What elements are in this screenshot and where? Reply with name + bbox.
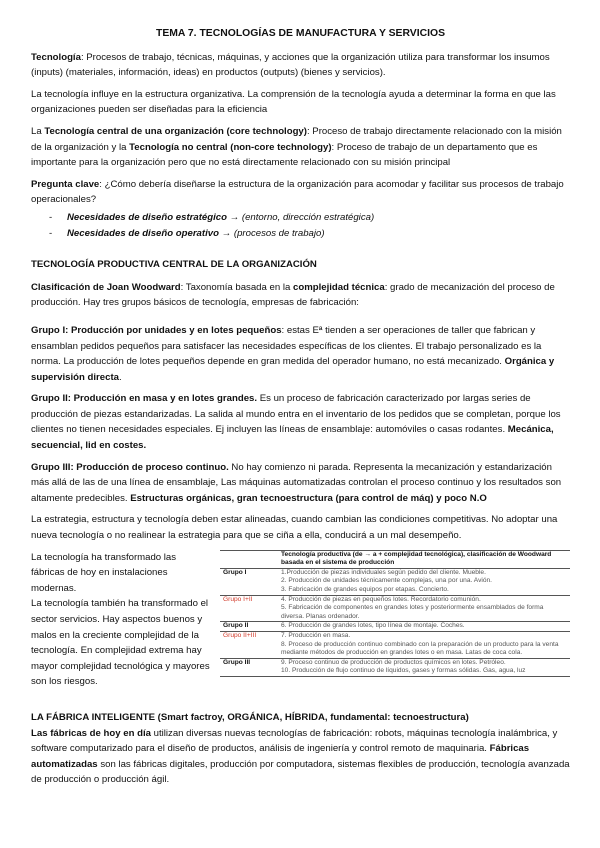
core-text-1: : Proceso de trabajo directamente relacionado con la misión de la organización y la: [31, 125, 562, 153]
technology-split-section: [31, 550, 570, 690]
group-3-paragraph: [31, 460, 570, 507]
group-2-text: Es un proceso de fabricación caracterizado por largas series de producción de piezas estandarizadas. La salida al mundo entra en el inventario de los pedidos que se completan, porque los clientes no tienen necesidades especiales. Ej incluyen las líneas de ensamblaje: automóviles o casas rodantes.: [31, 393, 561, 436]
table-item: 2. Producción de unidades técnicamente complejas, una por una. Avión.: [281, 577, 493, 585]
woodward-bold-1: Clasificación de Joan Woodward: [31, 281, 181, 293]
smart-factory-heading: [31, 710, 570, 726]
woodward-paragraph: [31, 280, 570, 311]
list-item: [49, 226, 570, 242]
table-item: 3. Fabricación de grandes equipos por etapas. Concierto.: [281, 586, 449, 593]
table-row: [220, 595, 570, 622]
group-cell: Grupo III: [220, 658, 278, 676]
group-3-bold: Estructuras orgánicas, gran tecnoestructura (para control de máq) y poco N.O: [130, 492, 487, 504]
group-1-title: Grupo I: Producción por unidades y en lotes pequeños: [31, 324, 282, 336]
smart-factory-text-1: utilizan diversas nuevas tecnologías de fabricación: robots, máquinas tecnología inalámbrica, y software computarizado para el diseño de productos, análisis de ingeniería y control remoto de maquinaria.: [31, 727, 558, 755]
group-2-paragraph: [31, 391, 570, 453]
group-2-bold: Mecánica, secuencial, lid en costes.: [31, 424, 554, 452]
definition-paragraph: [31, 50, 570, 81]
group-cell: Grupo I: [220, 568, 278, 595]
core-text-0: La: [31, 125, 45, 137]
key-question-paragraph: [31, 177, 570, 208]
group-cell: Grupo I+II: [220, 595, 278, 622]
woodward-bold-2: complejidad técnica: [293, 281, 385, 293]
table-item: 5. Fabricación de componentes en grandes lotes y posteriormente ensamblados de forma diversa. Planas ordenador.: [281, 604, 544, 620]
table-item: 4. Producción de piezas en pequeños lotes. Recordatorio comunión.: [281, 595, 481, 603]
group-2-title: Grupo II: Producción en masa y en lotes grandes.: [31, 393, 258, 405]
items-cell: [278, 622, 570, 632]
group-3-text: No hay comienzo ni parada. Representa la mecanización y estandarización más allá de las de una línea de ensamblaje, Las máquinas automatizadas controlan el proceso continuo y los resultados son altamente predecibles.: [31, 461, 562, 504]
left-paragraph-1: La tecnología ha transformado las fábricas de hoy en instalaciones modernas.: [31, 551, 177, 594]
group-cell: Grupo II: [220, 622, 278, 632]
group-1-bold: Orgánica y supervisión directa: [31, 356, 555, 383]
smart-factory-paragraph: [31, 726, 570, 788]
items-cell: [278, 631, 570, 658]
items-cell: [278, 658, 570, 676]
woodward-text-2: : grado de mecanización del proceso de producción. Hay tres grupos básicos de tecnología, empresas de fabricación:: [31, 281, 555, 309]
group-cell: Grupo II+III: [220, 631, 278, 658]
need-detail: → (entorno, dirección estratégica): [226, 211, 375, 223]
group-1-paragraph: [31, 323, 570, 385]
core-bold-2: Tecnología no central (non-core technology): [129, 141, 332, 153]
definition-term: Tecnología: [31, 51, 81, 63]
smart-factory-text-2: son las fábricas digitales, producción por computadora, sistemas flexibles de producción, tecnología avanzada de producción o producción ágil.: [31, 758, 570, 786]
smart-factory-bold-1: Las fábricas de hoy en día: [31, 727, 151, 739]
technology-left-column: [31, 550, 211, 690]
core-bold-1: Tecnología central de una organización (core technology): [44, 125, 307, 137]
page-title: TEMA 7. TECNOLOGÍAS DE MANUFACTURA Y SERVICIOS: [155, 28, 446, 39]
smart-factory-title: LA FÁBRICA INTELIGENTE: [31, 711, 156, 723]
table-header-row: [220, 550, 570, 568]
items-cell: [278, 568, 570, 595]
key-question-label: Pregunta clave: [31, 178, 100, 190]
table-item: 1.Producción de piezas individuales según pedido del cliente. Mueble.: [281, 568, 486, 576]
woodward-table: [220, 550, 570, 677]
key-question-text: : ¿Cómo debería diseñarse la estructura de la organización para acomodar y facilitar sus procesos de trabajo operacionales?: [31, 178, 564, 206]
left-paragraph-2: La tecnología también ha transformado el sector servicios. Hay aspectos buenos y malos en la creciente complejidad de la tecnología. En complejidad extrema hay mayor complejidad tecnológica y mayores son los riesgos.: [31, 598, 210, 688]
table-item: 10. Producción de flujo continuo de líquidos, gases y formas sólidas. Gas, agua, luz: [281, 667, 526, 675]
need-detail: → (procesos de trabajo): [218, 227, 325, 239]
list-item: [49, 210, 570, 226]
table-row: [220, 568, 570, 595]
table-row: [220, 622, 570, 632]
core-technology-paragraph: [31, 124, 570, 171]
table-row: [220, 631, 570, 658]
group-3-title: Grupo III: Producción de proceso continuo.: [31, 461, 229, 473]
table-item: 6. Producción de grandes lotes, tipo línea de montaje. Coches.: [281, 622, 465, 630]
definition-text: : Procesos de trabajo, técnicas, máquinas, y acciones que la organización utiliza para transformar los insumos (inputs) (materiales, información, ideas) en productos (outputs) (bienes y servicios).: [31, 51, 550, 79]
influence-paragraph: La tecnología influye en la estructura organizativa. La comprensión de la tecnología ayuda a determinar la forma en que las organizaciones pueden ser diseñadas para la eficiencia: [31, 88, 556, 116]
smart-factory-subtitle: (Smart factroy, ORGÁNICA, HÍBRIDA, fundamental: tecnoestructura): [155, 711, 469, 723]
table-item: 8. Proceso de producción continuo combinado con la preparación de un producto para la venta mediante métodos de producción en grandes lotes o en masa. Latas de coca cola.: [281, 640, 559, 657]
woodward-text-1: : Taxonomía basada en la: [180, 281, 293, 293]
table-header-empty: [220, 550, 278, 568]
group-1-end: .: [118, 371, 122, 383]
table-item: 7. Producción en masa.: [281, 631, 351, 639]
items-cell: [278, 595, 570, 622]
table-item: 9. Proceso continuo de producción de productos químicos en lotes. Petróleo.: [281, 658, 506, 666]
strategy-paragraph: La estrategia, estructura y tecnología deben estar alineadas, cuando cambian las condiciones competitivas. No adoptar una nueva tecnología o no realinear la estrategia para que se ciña a ella, conducirá a un mal desempeño.: [31, 514, 558, 542]
design-needs-list: [31, 210, 570, 241]
need-label: Necesidades de diseño estratégico: [67, 211, 227, 223]
table-row: [220, 658, 570, 676]
section-heading-central: TECNOLOGÍA PRODUCTIVA CENTRAL DE LA ORGANIZACIÓN: [31, 259, 317, 271]
smart-factory-bold-2: Fábricas automatizadas: [31, 743, 530, 770]
core-text-2: : Proceso de trabajo de un departamento que es importante para la organización pero que no está directamente relacionado con su misión principal: [31, 141, 538, 169]
table-header-cell: Tecnología productiva (de → a + complejidad tecnológica), clasificación de Woodward basada en el sistema de producción: [278, 550, 570, 568]
need-label: Necesidades de diseño operativo: [67, 227, 219, 239]
group-1-text: : estas Eª tienden a ser operaciones de taller que fabrican y ensamblan pedidos pequeños para satisfacer las necesidades específicas de los clientes. El trabajo personalizado es la norma. La producción de lotes pequeños depende en gran medida del operador humano, no está mecanizado.: [31, 324, 542, 368]
